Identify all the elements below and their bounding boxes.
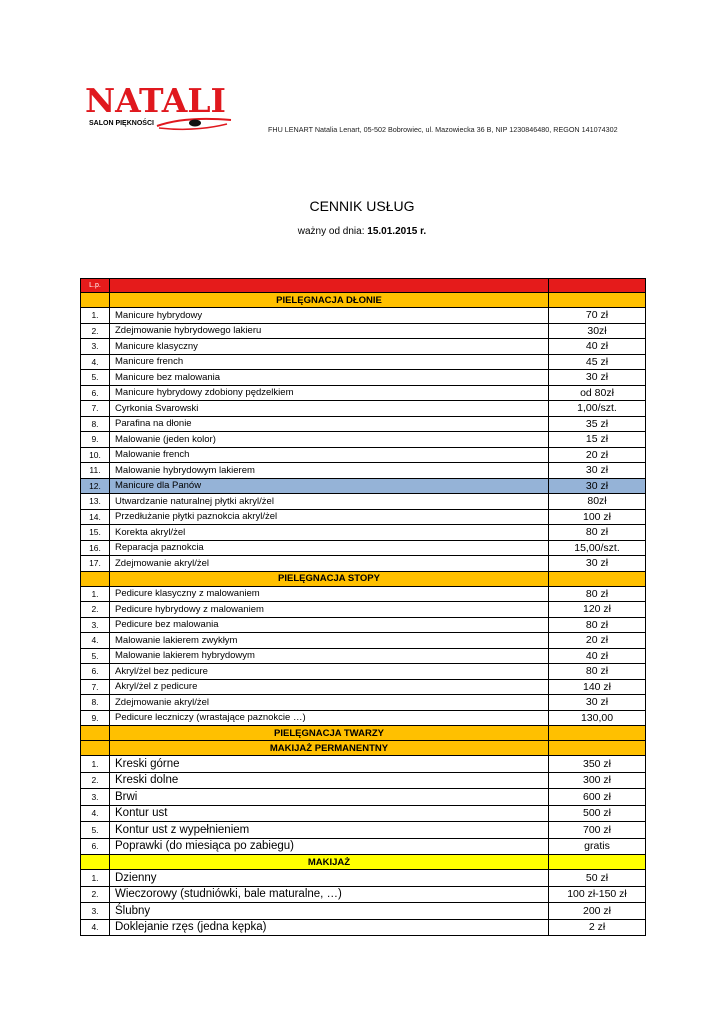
- row-number: 9.: [81, 710, 110, 726]
- service-price: gratis: [549, 838, 646, 855]
- service-price: 100 zł-150 zł: [549, 886, 646, 903]
- table-row: [81, 308, 646, 324]
- service-price: 120 zł: [549, 602, 646, 618]
- row-number: 6.: [81, 385, 110, 401]
- service-name: Malowanie (jeden kolor): [110, 432, 549, 448]
- table-row: [81, 586, 646, 602]
- page-title: CENNIK USŁUG: [309, 198, 415, 214]
- service-name: Pedicure bez malowania: [110, 617, 549, 633]
- service-name: Manicure french: [110, 354, 549, 370]
- table-row: [81, 339, 646, 355]
- service-name: Cyrkonia Svarowski: [110, 401, 549, 417]
- table-row: [81, 886, 646, 903]
- table-row: [81, 648, 646, 664]
- service-price: 30 zł: [549, 463, 646, 479]
- service-price: 50 zł: [549, 870, 646, 887]
- row-number: 13.: [81, 494, 110, 510]
- logo-swoosh-icon: [155, 114, 233, 132]
- service-price: 20 zł: [549, 447, 646, 463]
- service-price: 70 zł: [549, 308, 646, 324]
- service-price: 80 zł: [549, 617, 646, 633]
- service-price: 600 zł: [549, 789, 646, 806]
- section-header-stopy: [81, 571, 646, 586]
- table-row: [81, 323, 646, 339]
- table-row: [81, 664, 646, 680]
- header-lp: L.p.: [81, 279, 110, 293]
- section-header-makijaz-permanentny: [81, 741, 646, 756]
- section-rows-stopy: [81, 586, 646, 726]
- row-number: 5.: [81, 648, 110, 664]
- service-name: Malowanie french: [110, 447, 549, 463]
- row-number: 9.: [81, 432, 110, 448]
- service-price: 40 zł: [549, 339, 646, 355]
- service-price: 500 zł: [549, 805, 646, 822]
- row-number: 6.: [81, 838, 110, 855]
- table-row: [81, 354, 646, 370]
- row-number: 2.: [81, 772, 110, 789]
- table-row: [81, 494, 646, 510]
- row-number: 1.: [81, 756, 110, 773]
- service-price: 200 zł: [549, 903, 646, 920]
- service-name: Poprawki (do miesiąca po zabiegu): [110, 838, 549, 855]
- service-name: Wieczorowy (studniówki, bale maturalne, …): [110, 886, 549, 903]
- row-number: 8.: [81, 695, 110, 711]
- service-price: 80 zł: [549, 525, 646, 541]
- table-row: [81, 478, 646, 494]
- table-row: [81, 385, 646, 401]
- service-price: 15,00/szt.: [549, 540, 646, 556]
- row-number: 4.: [81, 805, 110, 822]
- section-rows-makijaz: [81, 870, 646, 936]
- row-number: 4.: [81, 919, 110, 936]
- service-name: Malowanie lakierem hybrydowym: [110, 648, 549, 664]
- service-name: Brwi: [110, 789, 549, 806]
- row-number: 2.: [81, 323, 110, 339]
- service-name: Korekta akryl/żel: [110, 525, 549, 541]
- service-price: 2 zł: [549, 919, 646, 936]
- service-name: Kontur ust z wypełnieniem: [110, 822, 549, 839]
- table-row: [81, 919, 646, 936]
- company-info: FHU LENART Natalia Lenart, 05-502 Bobrowiec, ul. Mazowiecka 36 B, NIP 1230846480, REGON 141074302: [268, 125, 618, 134]
- service-price: 30zł: [549, 323, 646, 339]
- row-number: 1.: [81, 586, 110, 602]
- service-price: 30 zł: [549, 695, 646, 711]
- service-name: Akryl/żel bez pedicure: [110, 664, 549, 680]
- service-price: 40 zł: [549, 648, 646, 664]
- service-name: Malowanie lakierem zwykłym: [110, 633, 549, 649]
- price-table: [80, 278, 646, 936]
- table-row: [81, 556, 646, 572]
- service-name: Kreski dolne: [110, 772, 549, 789]
- row-number: 17.: [81, 556, 110, 572]
- service-name: Manicure hybrydowy: [110, 308, 549, 324]
- row-number: 10.: [81, 447, 110, 463]
- section-header-dlonie: [81, 293, 646, 308]
- service-price: 700 zł: [549, 822, 646, 839]
- service-price: 1,00/szt.: [549, 401, 646, 417]
- service-price: 140 zł: [549, 679, 646, 695]
- row-number: 3.: [81, 903, 110, 920]
- service-price: 350 zł: [549, 756, 646, 773]
- table-row: [81, 633, 646, 649]
- table-row: [81, 838, 646, 855]
- row-number: 8.: [81, 416, 110, 432]
- service-price: 35 zł: [549, 416, 646, 432]
- service-price: 80zł: [549, 494, 646, 510]
- row-number: 4.: [81, 354, 110, 370]
- table-row: [81, 602, 646, 618]
- section-header-makijaz: [81, 855, 646, 870]
- table-row: [81, 710, 646, 726]
- valid-label: ważny od dnia:: [297, 226, 368, 237]
- table-row: [81, 617, 646, 633]
- service-price: 80 zł: [549, 664, 646, 680]
- table-row: [81, 401, 646, 417]
- service-name: Utwardzanie naturalnej płytki akryl/żel: [110, 494, 549, 510]
- table-row: [81, 370, 646, 386]
- service-price: 30 zł: [549, 478, 646, 494]
- table-row: [81, 416, 646, 432]
- service-name: Ślubny: [110, 903, 549, 920]
- service-name: Manicure dla Panów: [110, 478, 549, 494]
- row-number: 14.: [81, 509, 110, 525]
- service-name: Doklejanie rzęs (jedna kępka): [110, 919, 549, 936]
- service-name: Pedicure klasyczny z malowaniem: [110, 586, 549, 602]
- service-price: 300 zł: [549, 772, 646, 789]
- row-number: 2.: [81, 886, 110, 903]
- table-row: [81, 509, 646, 525]
- table-row: [81, 695, 646, 711]
- service-name: Manicure klasyczny: [110, 339, 549, 355]
- section-rows-makijaz-permanentny: [81, 756, 646, 855]
- row-number: 11.: [81, 463, 110, 479]
- service-price: 45 zł: [549, 354, 646, 370]
- service-price: 30 zł: [549, 370, 646, 386]
- service-price: od 80zł: [549, 385, 646, 401]
- table-row: [81, 463, 646, 479]
- logo-name: NATALI: [85, 81, 226, 120]
- service-name: Pedicure hybrydowy z malowaniem: [110, 602, 549, 618]
- table-row: [81, 679, 646, 695]
- section-title: MAKIJAŻ PERMANENTNY: [110, 741, 549, 756]
- row-number: 1.: [81, 308, 110, 324]
- logo: [85, 81, 235, 136]
- row-number: 12.: [81, 478, 110, 494]
- service-price: 80 zł: [549, 586, 646, 602]
- table-row: [81, 805, 646, 822]
- table-row: [81, 432, 646, 448]
- service-name: Zdejmowanie akryl/żel: [110, 556, 549, 572]
- table-row: [81, 756, 646, 773]
- service-price: 20 zł: [549, 633, 646, 649]
- row-number: 4.: [81, 633, 110, 649]
- service-name: Kontur ust: [110, 805, 549, 822]
- row-number: 6.: [81, 664, 110, 680]
- table-row: [81, 447, 646, 463]
- logo-subtitle: SALON PIĘKNOŚCI: [89, 120, 154, 127]
- row-number: 7.: [81, 401, 110, 417]
- section-header-twarzy: [81, 726, 646, 741]
- service-name: Malowanie hybrydowym lakierem: [110, 463, 549, 479]
- valid-date: 15.01.2015 r.: [367, 226, 427, 237]
- table-row: [81, 540, 646, 556]
- row-number: 5.: [81, 370, 110, 386]
- service-name: Manicure bez malowania: [110, 370, 549, 386]
- service-name: Zdejmowanie hybrydowego lakieru: [110, 323, 549, 339]
- table-row: [81, 525, 646, 541]
- section-title: MAKIJAŻ: [110, 855, 549, 870]
- table-row: [81, 870, 646, 887]
- valid-from: [0, 226, 724, 237]
- row-number: 3.: [81, 617, 110, 633]
- section-title: PIELĘGNACJA STOPY: [110, 571, 549, 586]
- row-number: 7.: [81, 679, 110, 695]
- row-number: 15.: [81, 525, 110, 541]
- service-name: Zdejmowanie akryl/żel: [110, 695, 549, 711]
- service-name: Dzienny: [110, 870, 549, 887]
- service-price: 100 zł: [549, 509, 646, 525]
- row-number: 2.: [81, 602, 110, 618]
- section-title: PIELĘGNACJA TWARZY: [110, 726, 549, 741]
- service-name: Pedicure leczniczy (wrastające paznokcie …): [110, 710, 549, 726]
- service-price: 130,00: [549, 710, 646, 726]
- table-row: [81, 789, 646, 806]
- section-title: PIELĘGNACJA DŁONIE: [110, 293, 549, 308]
- row-number: 5.: [81, 822, 110, 839]
- service-name: Parafina na dłonie: [110, 416, 549, 432]
- service-name: Reparacja paznokcia: [110, 540, 549, 556]
- service-name: Manicure hybrydowy zdobiony pędzelkiem: [110, 385, 549, 401]
- section-rows-dlonie: [81, 308, 646, 572]
- service-price: 30 zł: [549, 556, 646, 572]
- service-name: Kreski górne: [110, 756, 549, 773]
- service-price: 15 zł: [549, 432, 646, 448]
- table-row: [81, 903, 646, 920]
- row-number: 3.: [81, 789, 110, 806]
- table-header-row: [81, 279, 646, 293]
- table-row: [81, 772, 646, 789]
- row-number: 3.: [81, 339, 110, 355]
- row-number: 1.: [81, 870, 110, 887]
- table-row: [81, 822, 646, 839]
- row-number: 16.: [81, 540, 110, 556]
- service-name: Przedłużanie płytki paznokcia akryl/żel: [110, 509, 549, 525]
- service-name: Akryl/żel z pedicure: [110, 679, 549, 695]
